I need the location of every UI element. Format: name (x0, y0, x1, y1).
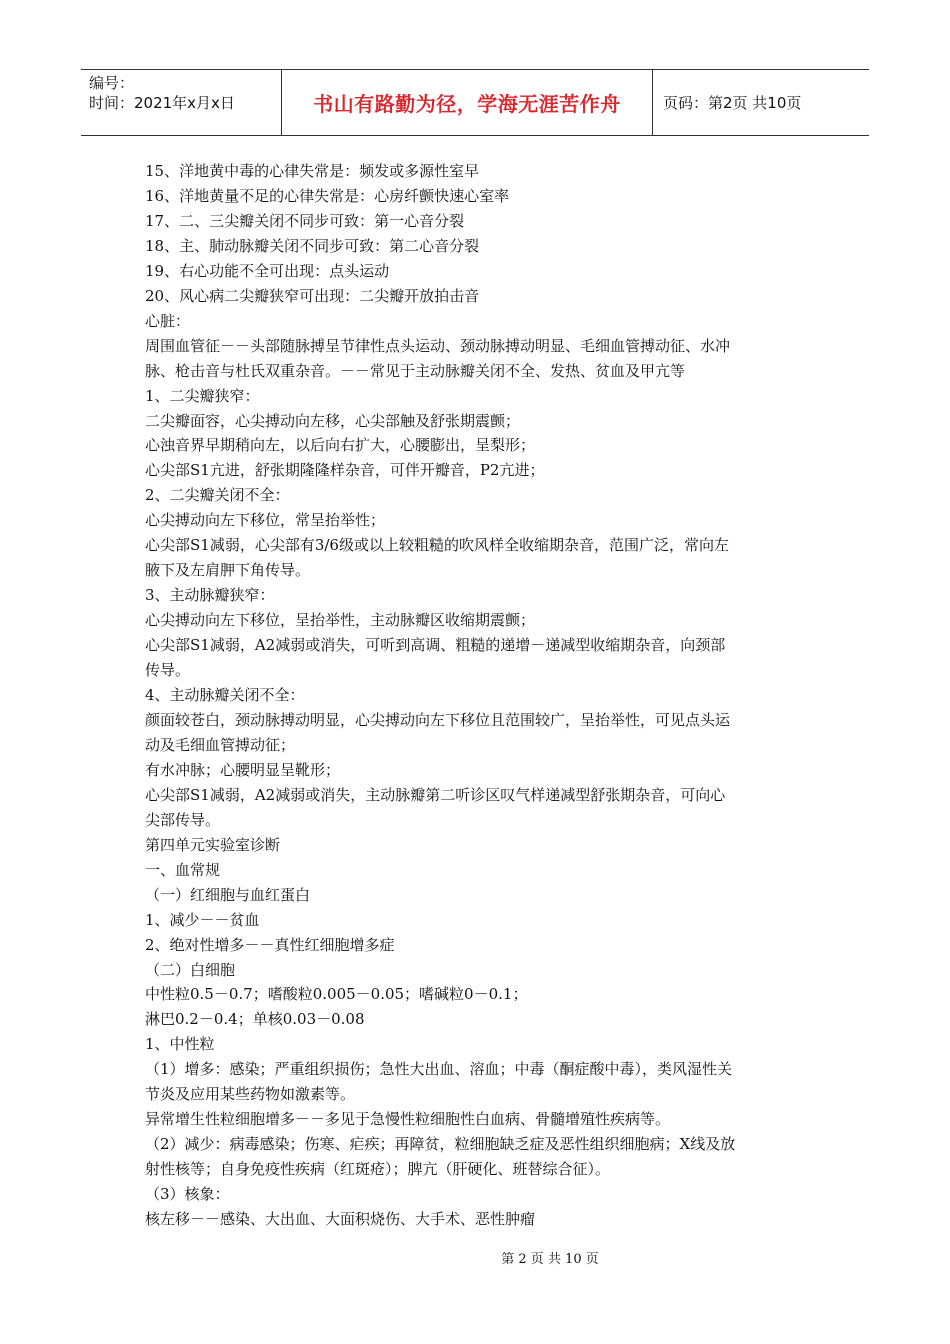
text-line: 心浊音界早期稍向左，以后向右扩大，心腰膨出，呈梨形； (145, 436, 536, 455)
header-motto: 书山有路勤为径，学海无涯苦作舟 (281, 70, 653, 135)
text-line: 4、主动脉瓣关闭不全： (145, 686, 305, 705)
text-line: 1、减少－－贫血 (145, 910, 260, 929)
text-line: 二尖瓣面容，心尖搏动向左移，心尖部触及舒张期震颤； (145, 411, 521, 430)
text-line: 周围血管征－－头部随脉搏呈节律性点头运动、颈动脉搏动明显、毛细血管搏动征、水冲 (145, 336, 731, 355)
text-line: 核左移－－感染、大出血、大面积烧伤、大手术、恶性肿瘤 (145, 1210, 536, 1229)
text-line: 一、血常规 (145, 860, 221, 879)
text-line: 1、二尖瓣狭窄： (145, 386, 260, 405)
text-line: 心尖搏动向左下移位，常呈抬举性； (145, 511, 386, 530)
text-line: 2、绝对性增多－－真性红细胞增多症 (145, 935, 395, 954)
text-line: 节炎及应用某些药物如激素等。 (145, 1085, 356, 1104)
text-line: （一）红细胞与血红蛋白 (145, 885, 311, 904)
text-line: 19、右心功能不全可出现：点头运动 (145, 261, 390, 280)
text-line: 动及毛细血管搏动征； (145, 735, 296, 754)
text-line: 脉、枪击音与杜氏双重杂音。－－常见于主动脉瓣关闭不全、发热、贫血及甲亢等 (145, 361, 686, 380)
text-line: 淋巴0.2－0.4；单核0.03－0.08 (145, 1010, 365, 1029)
text-line: 有水冲脉；心腰明显呈靴形； (145, 760, 341, 779)
text-line: 3、主动脉瓣狭窄： (145, 586, 275, 605)
text-line: 20、风心病二尖瓣狭窄可出现：二尖瓣开放拍击音 (145, 286, 480, 305)
text-line: 射性核等；自身免疫性疾病（红斑疮）；脾亢（肝硬化、班替综合征）。 (145, 1160, 611, 1179)
text-line: 1、中性粒 (145, 1035, 215, 1054)
text-line: 传导。 (145, 661, 191, 680)
time-label: 时间：2021年x月x日 (89, 94, 235, 112)
document-body (145, 159, 810, 1232)
text-line: 16、洋地黄量不足的心律失常是：心房纤颤快速心室率 (145, 186, 510, 205)
text-line: 心尖部S1亢进，舒张期隆隆样杂音，可伴开瓣音，P2亢进； (145, 461, 545, 480)
text-line: （1）增多：感染；严重组织损伤；急性大出血、溶血；中毒（酮症酸中毒），类风湿性关 (145, 1060, 733, 1079)
text-line: 18、主、肺动脉瓣关闭不同步可致：第二心音分裂 (145, 236, 480, 255)
text-line: （2）减少：病毒感染；伤寒、疟疾；再障贫，粒细胞缺乏症及恶性组织细胞病；X线及放 (145, 1135, 736, 1154)
text-line: 2、二尖瓣关闭不全： (145, 486, 290, 505)
page-header (81, 69, 869, 136)
text-line: 心尖部S1减弱，A2减弱或消失，可听到高调、粗糙的递增－递减型收缩期杂音，向颈部 (145, 636, 726, 655)
text-line: 中性粒0.5－0.7；嗜酸粒0.005－0.05；嗜碱粒0－0.1； (145, 985, 528, 1004)
text-line: 心尖部S1减弱，心尖部有3/6级或以上较粗糙的吹风样全收缩期杂音，范围广泛，常向左 (145, 536, 729, 555)
text-line: （3）核象： (145, 1185, 230, 1204)
text-line: 心脏： (145, 311, 191, 330)
text-line: 15、洋地黄中毒的心律失常是：频发或多源性室早 (145, 162, 480, 180)
text-line: 颜面较苍白，颈动脉搏动明显，心尖搏动向左下移位且范围较广，呈抬举性，可见点头运 (145, 710, 731, 729)
text-line: 心尖搏动向左下移位，呈抬举性，主动脉瓣区收缩期震颤； (145, 611, 536, 630)
page-footer: 第 2 页 共 10 页 (501, 1252, 599, 1267)
text-line: 第四单元实验室诊断 (145, 835, 281, 854)
text-line: 尖部传导。 (145, 810, 221, 829)
text-line: 17、二、三尖瓣关闭不同步可致：第一心音分裂 (145, 211, 465, 230)
text-line: 腋下及左肩胛下角传导。 (145, 561, 311, 580)
number-label: 编号： (89, 74, 135, 92)
text-line: （二）白细胞 (145, 960, 236, 979)
header-meta (81, 70, 281, 135)
header-page-label: 页码：第2页 共10页 (663, 94, 802, 112)
text-line: 心尖部S1减弱，A2减弱或消失，主动脉瓣第二听诊区叹气样递减型舒张期杂音，可向心 (145, 785, 726, 804)
text-line: 异常增生性粒细胞增多－－多见于急慢性粒细胞性白血病、骨髓增殖性疾病等。 (145, 1110, 671, 1129)
